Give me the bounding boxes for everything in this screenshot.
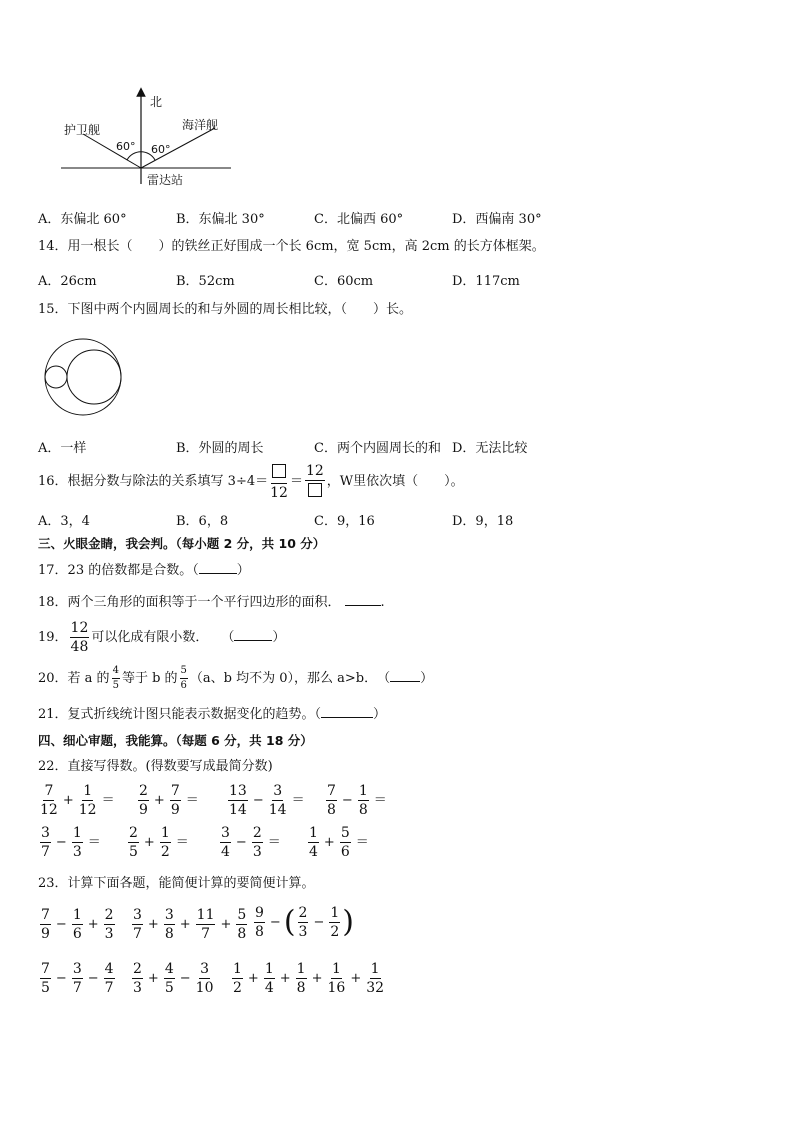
answer-blank: [321, 717, 373, 718]
numerator: 7: [327, 783, 336, 799]
numerator: 1: [160, 825, 170, 841]
fraction: [220, 826, 231, 859]
q22-item: [226, 784, 308, 817]
q16-option-c: C．9，16: [314, 514, 375, 529]
fraction: [104, 962, 115, 995]
operator: +: [350, 971, 362, 986]
q16-fraction-2: 12: [305, 464, 325, 500]
numerator: 1: [331, 961, 341, 977]
denominator: 8: [237, 926, 247, 942]
denominator: 2: [330, 924, 340, 940]
q17-text: 17．23 的倍数都是合数。（ ）: [38, 563, 250, 578]
fraction: [296, 962, 307, 995]
q18-text: 18．两个三角形的面积等于一个平行四边形的面积． .: [38, 595, 385, 610]
q23-expression-5: [130, 962, 215, 995]
q22-item: [126, 826, 192, 859]
fraction: [132, 962, 143, 995]
denominator: 10: [195, 980, 214, 996]
operator: +: [279, 971, 291, 986]
fraction: [329, 906, 340, 939]
denominator: 3: [104, 926, 114, 942]
denominator: 3: [72, 844, 82, 860]
denominator: 5: [41, 980, 50, 996]
q15-option-c: C．两个内圆周长的和: [314, 441, 441, 456]
denominator: 6: [72, 926, 82, 942]
operator: ＝: [87, 835, 101, 850]
operator: ＝: [185, 793, 199, 808]
operator: +: [153, 793, 165, 808]
operator: −: [87, 971, 99, 986]
fraction: [298, 906, 309, 939]
fraction: [160, 826, 171, 859]
fraction: [72, 908, 83, 941]
denominator: 8: [296, 980, 306, 996]
numerator: 11: [196, 907, 215, 923]
fraction: [164, 908, 175, 941]
operator: −: [55, 835, 67, 850]
blank-box: [308, 483, 322, 497]
operator: −: [269, 915, 281, 930]
q19-text: 19． $\frac{12}{48}$ 可以化成有限小数． （ ）: [38, 620, 286, 655]
q15-text: 15．下图中两个内圆周长的和与外圆的周长相比较，（ ）长。: [38, 302, 413, 317]
fraction: [254, 906, 265, 939]
fraction: [196, 908, 216, 941]
numerator: 7: [170, 783, 180, 799]
fraction: [252, 826, 263, 859]
q22-row-1: [38, 784, 558, 824]
answer-blank: [199, 573, 237, 574]
q15-option-d: D．无法比较: [452, 441, 528, 456]
q20-text: 20．若 a 的 $\frac{4}{5}$ 等于 b 的 $\frac{5}{6}$ （a、b 均不为 0），那么 a>b． （ ）: [38, 665, 434, 691]
fraction: [308, 826, 319, 859]
operator: +: [311, 971, 323, 986]
denominator: 14: [268, 802, 287, 818]
operator: +: [147, 917, 159, 932]
denominator: 8: [327, 802, 336, 818]
denominator: 4: [309, 844, 318, 860]
answer-blank: [390, 681, 420, 682]
denominator: 9: [41, 926, 50, 942]
operator: +: [323, 835, 335, 850]
denominator: 7: [41, 844, 50, 860]
numerator: 7: [44, 783, 54, 799]
denominator: 14: [229, 802, 247, 818]
denominator: 5: [164, 980, 174, 996]
operator: ＝: [355, 835, 369, 850]
operator: +: [247, 971, 259, 986]
q14-option-b: B．52cm: [176, 274, 235, 289]
numerator: 4: [164, 961, 174, 977]
denominator: 3: [252, 844, 262, 860]
q16-option-b: B．6，8: [176, 514, 229, 529]
q20-fraction-2: $\frac{5}{6}$: [180, 665, 187, 691]
numerator: 1: [370, 961, 380, 977]
numerator: 3: [221, 825, 230, 841]
q22-item: [38, 784, 118, 817]
operator: ＝: [175, 835, 189, 850]
q23-expression-4: [38, 962, 117, 995]
denominator: 4: [221, 844, 230, 860]
q22-item: [218, 826, 284, 859]
q13-option-a: A．东偏北 60°: [38, 212, 127, 227]
section-4-heading: 四、细心审题，我能算。（每题 6 分，共 18 分）: [38, 733, 313, 748]
operator: −: [55, 917, 67, 932]
denominator: 8: [358, 802, 368, 818]
fraction: [358, 784, 369, 817]
numerator: 1: [233, 961, 242, 977]
numerator: 2: [104, 907, 114, 923]
denominator: 3: [133, 980, 142, 996]
numerator: 7: [41, 961, 50, 977]
q16-fraction-1: 12: [270, 464, 288, 500]
fraction: [40, 784, 58, 817]
denominator: 8: [255, 924, 264, 940]
fraction: [264, 962, 275, 995]
fraction: [269, 784, 287, 817]
fraction: [228, 784, 248, 817]
numerator: 1: [83, 783, 93, 799]
numerator: 3: [164, 907, 174, 923]
operator: +: [179, 917, 191, 932]
numerator: 3: [273, 783, 283, 799]
angle-right-label: 60°: [151, 143, 171, 156]
fraction: [104, 908, 115, 941]
operator: +: [62, 793, 74, 808]
fraction: [327, 962, 345, 995]
operator: −: [55, 971, 67, 986]
denominator: 6: [340, 844, 350, 860]
operator: ＝: [373, 793, 387, 808]
small-inner-circle: [45, 366, 67, 388]
ocean-ship-label: 海洋舰: [182, 118, 219, 132]
numerator: 2: [252, 825, 262, 841]
fraction: [40, 908, 51, 941]
numerator: 5: [340, 825, 350, 841]
fraction: [326, 784, 337, 817]
q15-option-b: B．外圆的周长: [176, 441, 264, 456]
q23-expression-6: [230, 962, 386, 995]
answer-blank: [345, 605, 381, 606]
q23-text: 23．计算下面各题，能简便计算的要简便计算。: [38, 876, 315, 891]
operator: −: [341, 793, 353, 808]
operator: ＝: [267, 835, 281, 850]
fraction: [40, 962, 51, 995]
q23-expression-2: [130, 908, 249, 941]
q21-text: 21．复式折线统计图只能表示数据变化的趋势。（ ）: [38, 707, 387, 722]
operator: +: [87, 917, 99, 932]
fraction: [72, 962, 83, 995]
numerator: 4: [104, 961, 114, 977]
numerator: 1: [330, 905, 340, 921]
fraction: [138, 784, 149, 817]
fraction: [236, 908, 247, 941]
denominator: 16: [327, 980, 346, 996]
operator: −: [179, 971, 191, 986]
q14-option-a: A．26cm: [38, 274, 97, 289]
operator: −: [313, 915, 325, 930]
q16-text: 16．根据分数与除法的关系填写 3÷4＝ 12 ＝ 12 ，W里依次填（ ）。: [38, 462, 464, 501]
denominator: 7: [104, 980, 114, 996]
numerator: 3: [72, 961, 82, 977]
numerator: 2: [129, 825, 138, 841]
denominator: 7: [72, 980, 82, 996]
denominator: 9: [139, 802, 148, 818]
answer-blank: [234, 640, 272, 641]
q13-option-d: D．西偏南 30°: [452, 212, 542, 227]
denominator: 4: [264, 980, 274, 996]
denominator: 7: [133, 926, 142, 942]
denominator: 9: [170, 802, 180, 818]
numerator: 3: [133, 907, 142, 923]
fraction: [72, 826, 83, 859]
q22-row-2: [38, 826, 558, 866]
operator: −: [252, 793, 264, 808]
q23-expression-1: [38, 908, 117, 941]
section-3-heading: 三、火眼金睛，我会判。（每小题 2 分，共 10 分）: [38, 536, 326, 551]
q22-item: [324, 784, 390, 817]
fraction: [40, 826, 51, 859]
operator: +: [143, 835, 155, 850]
q22-text: 22．直接写得数。(得数要写成最简分数): [38, 759, 273, 774]
numerator: 2: [139, 783, 148, 799]
q16-option-a: A．3，4: [38, 514, 90, 529]
numerator: 1: [358, 783, 368, 799]
left-paren: (: [283, 904, 296, 940]
denominator: 12: [78, 802, 97, 818]
numerator: 1: [264, 961, 274, 977]
north-label: 北: [150, 95, 163, 109]
numerator: 7: [41, 907, 50, 923]
blank-box: [272, 464, 286, 478]
radar-label: 雷达站: [147, 173, 184, 187]
denominator: 12: [40, 802, 58, 818]
denominator: 2: [233, 980, 242, 996]
angle-left-label: 60°: [116, 140, 136, 153]
operator: +: [220, 917, 232, 932]
denominator: 8: [164, 926, 174, 942]
q20-fraction-1: $\frac{4}{5}$: [112, 665, 119, 691]
q14-option-d: D．117cm: [452, 274, 520, 289]
q16-option-d: D．9，18: [452, 514, 514, 529]
fraction: [128, 826, 139, 859]
numerator: 1: [309, 825, 318, 841]
q19-fraction: $\frac{12}{48}$: [70, 620, 89, 655]
denominator: 3: [298, 924, 308, 940]
q13-option-b: B．东偏北 30°: [176, 212, 265, 227]
denominator: 32: [366, 980, 385, 996]
numerator: 1: [72, 907, 82, 923]
numerator: 5: [237, 907, 247, 923]
q22-item: [136, 784, 202, 817]
large-inner-circle: [67, 350, 121, 404]
fraction: [170, 784, 181, 817]
operator: +: [147, 971, 159, 986]
numerator: 2: [133, 961, 142, 977]
numerator: 9: [255, 905, 264, 921]
numerator: 13: [229, 783, 247, 799]
fraction: [340, 826, 351, 859]
fraction: [196, 962, 214, 995]
operator: ＝: [291, 793, 305, 808]
q13-option-c: C．北偏西 60°: [314, 212, 404, 227]
fraction: [232, 962, 243, 995]
fraction: [132, 908, 143, 941]
numerator: 1: [296, 961, 306, 977]
q15-option-a: A．一样: [38, 441, 87, 456]
frigate-label: 护卫舰: [64, 123, 101, 137]
q14-text: 14．用一根长（ ）的铁丝正好围成一个长 6cm，宽 5cm，高 2cm 的长方体框架。: [38, 239, 545, 254]
numerator: 3: [41, 825, 50, 841]
operator: −: [235, 835, 247, 850]
q23-expression-3: [252, 906, 354, 939]
q22-item: [38, 826, 104, 859]
denominator: 5: [129, 844, 138, 860]
numerator: 1: [72, 825, 82, 841]
numerator: 2: [298, 905, 308, 921]
q22-item: [306, 826, 372, 859]
circles-diagram: [42, 336, 126, 420]
outer-circle: [45, 339, 121, 415]
operator: ＝: [101, 793, 115, 808]
fraction: [366, 962, 384, 995]
denominator: 2: [160, 844, 170, 860]
fraction: [79, 784, 97, 817]
fraction: [164, 962, 175, 995]
q14-option-c: C．60cm: [314, 274, 374, 289]
right-paren: ): [342, 904, 355, 940]
denominator: 7: [201, 926, 211, 942]
numerator: 3: [200, 961, 210, 977]
